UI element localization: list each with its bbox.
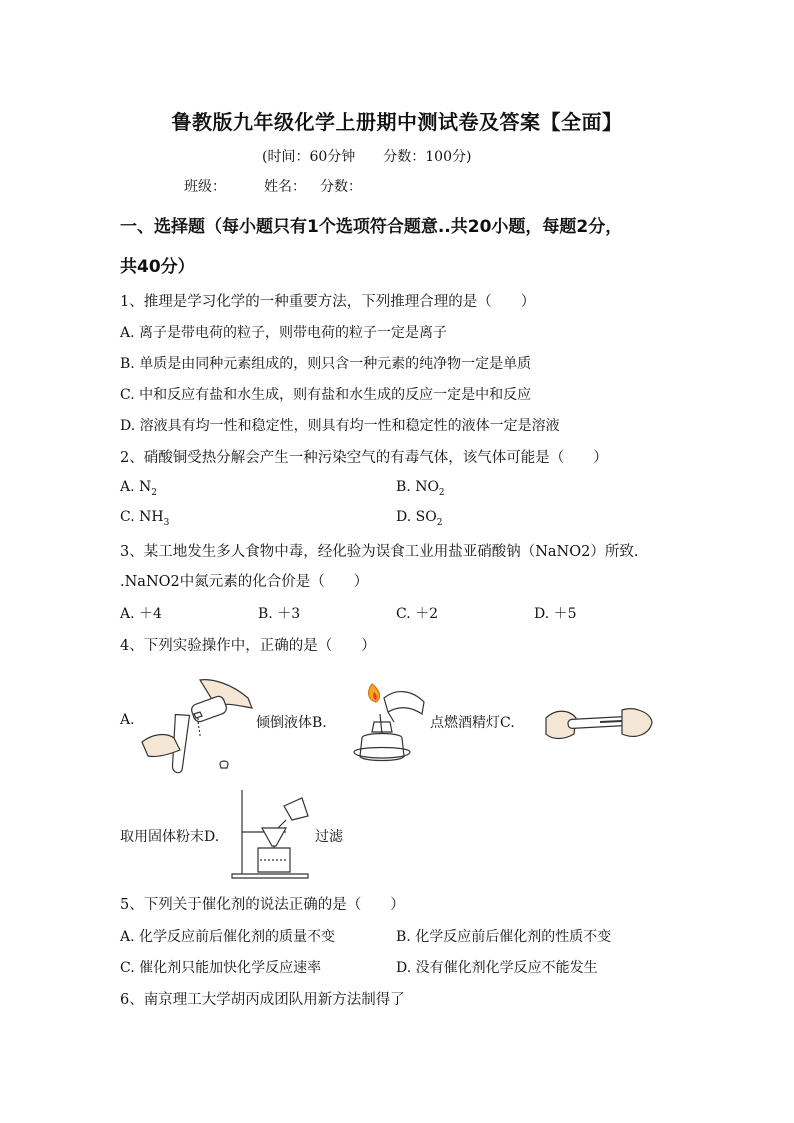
question-3-option-b: B. ＋3 [258, 606, 301, 622]
class-label: 班级： [184, 179, 226, 195]
option-d-formula: D. SO [396, 509, 437, 525]
question-4-option-d-text: 过滤 [315, 829, 343, 845]
option-b-formula: B. NO [396, 479, 439, 495]
question-6-stem: 6、南京理工大学胡丙成团队用新方法制得了 [120, 992, 405, 1008]
filtration-illustration [228, 788, 314, 880]
page-title: 鲁教版九年级化学上册期中测试卷及答案【全面】 [171, 110, 623, 134]
question-5-option-d: D. 没有催化剂化学反应不能发生 [396, 960, 598, 976]
section-heading-line2: 共40分） [120, 257, 195, 277]
option-b-subscript: 2 [438, 487, 445, 498]
option-c-formula: C. NH [120, 509, 164, 525]
question-5-option-b: B. 化学反应前后催化剂的性质不变 [396, 929, 612, 945]
question-4-option-a-label: A. [120, 712, 135, 728]
pouring-liquid-illustration [140, 676, 255, 776]
question-5-option-c: C. 催化剂只能加快化学反应速率 [120, 960, 322, 976]
question-3-stem-line1: 3、某工地发生多人食物中毒，经化验为误食工业用盐亚硝酸钠（NaNO2）所致. [120, 544, 639, 560]
option-a-subscript: 2 [151, 487, 157, 498]
question-4-option-c-text: 取用固体粉末D. [120, 829, 220, 845]
question-1-option-b: B. 单质是由同种元素组成的，则只含一种元素的纯净物一定是单质 [120, 356, 532, 372]
alcohol-lamp-illustration [344, 678, 430, 768]
question-3-stem-line2: .NaNO2中氮元素的化合价是（ ） [120, 574, 369, 590]
option-d-subscript: 2 [436, 517, 443, 528]
question-1-option-d: D. 溶液具有均一性和稳定性，则具有均一性和稳定性的液体一定是溶液 [120, 418, 560, 434]
option-a-formula: A. N [120, 479, 152, 495]
question-2-option-d [396, 509, 442, 528]
section-heading-line1: 一、选择题（每小题只有1个选项符合题意..共20小题，每题2分， [120, 217, 623, 237]
question-4-option-b-text: 点燃酒精灯C. [430, 715, 515, 731]
option-c-subscript: 3 [163, 517, 170, 528]
question-4-option-a-text: 倾倒液体B. [256, 715, 327, 731]
question-1-stem: 1、推理是学习化学的一种重要方法，下列推理合理的是（ ） [120, 294, 536, 310]
solid-powder-illustration [542, 700, 656, 748]
question-3-option-d: D. ＋5 [534, 606, 577, 622]
question-5-option-a: A. 化学反应前后催化剂的质量不变 [120, 929, 336, 945]
question-2-option-b [396, 479, 445, 498]
question-3-option-c: C. ＋2 [396, 606, 439, 622]
question-3-option-a: A. ＋4 [120, 606, 162, 622]
question-2-option-a [120, 479, 157, 498]
question-2-option-c [120, 509, 169, 528]
question-2-stem: 2、硝酸铜受热分解会产生一种污染空气的有毒气体，该气体可能是（ ） [120, 450, 608, 466]
question-1-option-c: C. 中和反应有盐和水生成，则有盐和水生成的反应一定是中和反应 [120, 387, 532, 403]
score-label: 分数： [320, 179, 362, 195]
question-5-stem: 5、下列关于催化剂的说法正确的是（ ） [120, 897, 405, 913]
question-4-stem: 4、下列实验操作中，正确的是（ ） [120, 638, 376, 654]
time-score-info: (时间：60分钟 分数：100分) [262, 149, 472, 165]
question-1-option-a: A. 离子是带电荷的粒子，则带电荷的粒子一定是离子 [120, 325, 448, 341]
name-label: 姓名： [264, 179, 306, 195]
